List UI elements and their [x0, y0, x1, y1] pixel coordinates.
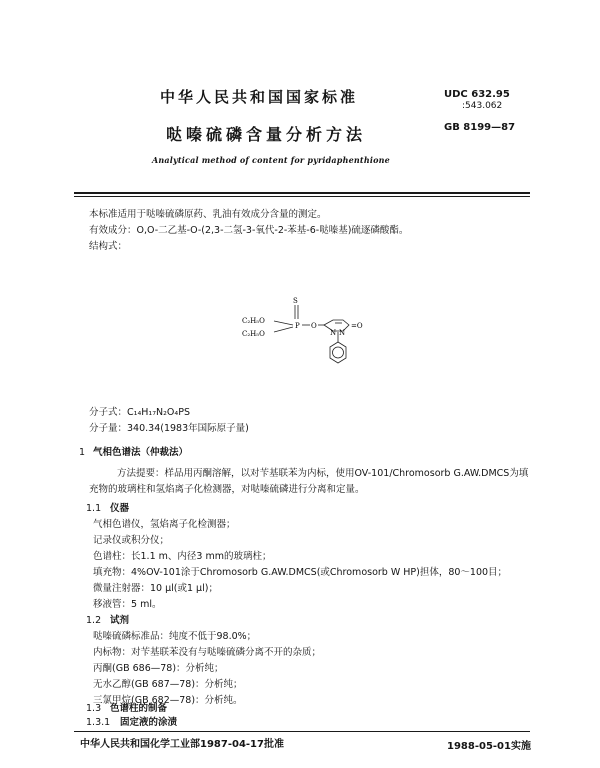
molecular-weight: 分子量：340.34(1983年国际原子量) [89, 423, 249, 434]
list-item: 色谱柱：长1.1 m、内径3 mm的玻璃柱； [93, 551, 272, 562]
ethoxy-top: C₂H₅O [242, 317, 265, 325]
section-1-3-title: 色谱柱的制备 [110, 703, 168, 714]
section-1-2-title: 试剂 [110, 615, 130, 626]
bond-eto-bottom [274, 327, 293, 332]
section-1-1-number: 1.1 [86, 503, 102, 514]
list-item: 三氯甲烷(GB 682—78)：分析纯。 [93, 695, 243, 706]
list-item: 微量注射器：10 μl(或1 μl)； [93, 583, 218, 594]
udc-subcode: :543.062 [462, 101, 503, 111]
gb-number: GB 8199—87 [444, 122, 516, 133]
molecular-formula: 分子式：C₁₄H₁₇N₂O₄PS [89, 407, 190, 418]
list-item: 填充物：4%OV-101涂于Chromosorb G.AW.DMCS(或Chromosorb W HP)担体，80～100目； [93, 567, 508, 578]
phosphorus-atom: P [295, 322, 300, 330]
structure-label: 结构式： [89, 241, 128, 252]
section-1-3-1-title: 固定液的涂渍 [120, 717, 178, 728]
active-ingredient-text: 有效成分：O,O-二乙基-O-(2,3-二氢-3-氧代-2-苯基-6-哒嗪基)硫逐磷酸酯。 [89, 225, 409, 236]
section-1-1-title: 仪器 [110, 503, 130, 514]
udc-code: UDC 632.95 [444, 89, 510, 100]
scope-text: 本标准适用于哒嗪硫磷原药、乳油有效成分含量的测定。 [89, 209, 327, 220]
list-item: 内标物：对苄基联苯没有与哒嗪硫磷分离不开的杂质； [93, 647, 322, 658]
effective-date: 1988-05-01实施 [447, 741, 531, 752]
oxygen-link: O [311, 322, 317, 330]
keto-group: =O [351, 322, 363, 330]
list-item: 哒嗪硫磷标准品：纯度不低于98.0%； [93, 631, 257, 642]
section-1-3-number: 1.3 [86, 703, 102, 714]
method-summary: 方法提要：样品用丙酮溶解，以对苄基联苯为内标，使用OV-101/Chromosorb G.AW.DMCS为填充物的玻璃柱和氢焰离子化检测器，对哒嗪硫磷进行分离和定量。 [89, 468, 529, 495]
list-item: 移液管：5 ml。 [93, 599, 162, 610]
section-1-number: 1 [79, 447, 86, 458]
list-item: 无水乙醇(GB 687—78)：分析纯； [93, 679, 243, 690]
bond-eto-top [274, 321, 293, 325]
header-divider-bottom [74, 196, 530, 197]
ethoxy-bottom: C₂H₅O [242, 330, 265, 338]
header-divider-top [74, 192, 530, 194]
structural-formula [240, 292, 380, 382]
list-item: 丙酮(GB 686—78)：分析纯； [93, 663, 224, 674]
section-1-title: 气相色谱法（仲裁法） [93, 447, 189, 458]
pyridazinone-ring [324, 320, 349, 331]
nitrogen-1: N [330, 329, 337, 337]
footer-divider [74, 731, 530, 732]
sulfur-atom: S [293, 297, 298, 305]
document-title: 哒嗪硫磷含量分析方法 [166, 125, 367, 144]
nitrogen-2: N [339, 329, 346, 337]
phenyl-aromatic [333, 347, 344, 358]
english-title: Analytical method of content for pyridaphenthione [152, 155, 390, 165]
approval-text: 中华人民共和国化学工业部1987-04-17批准 [80, 739, 284, 750]
section-1-2-number: 1.2 [86, 615, 102, 626]
section-1-3-1-number: 1.3.1 [86, 717, 111, 728]
list-item: 记录仪或积分仪； [93, 535, 170, 546]
list-item: 气相色谱仪，氢焰离子化检测器； [93, 519, 236, 530]
standard-org: 中华人民共和国国家标准 [160, 88, 359, 106]
